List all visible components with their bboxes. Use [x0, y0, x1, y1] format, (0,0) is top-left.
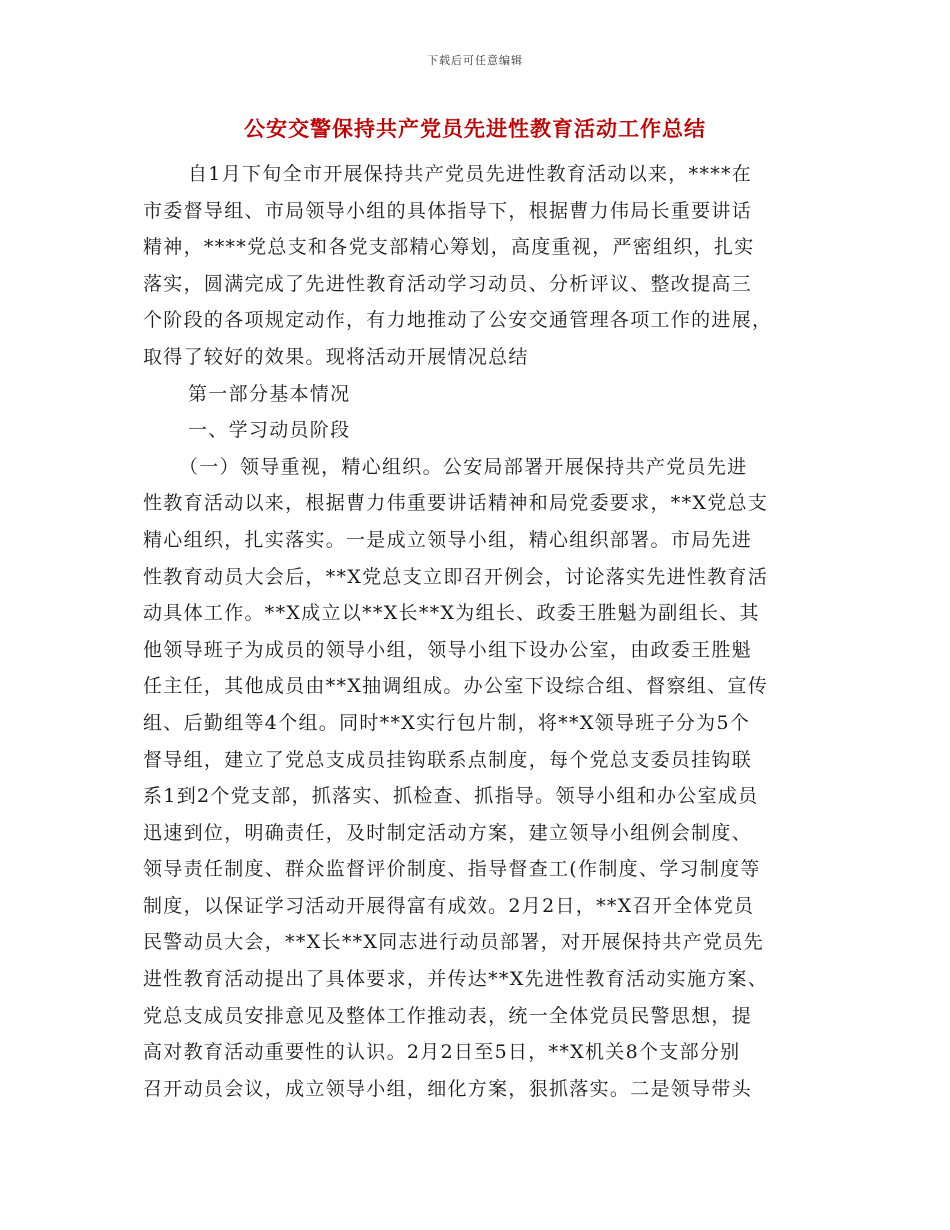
- paragraph-line: 进性教育活动提出了具体要求，并传达**X先进性教育活动实施方案、: [143, 968, 769, 991]
- paragraph-line: 迅速到位，明确责任，及时制定活动方案，建立领导小组例会制度、: [143, 821, 753, 844]
- paragraph-line: 他领导班子为成员的领导小组，领导小组下设办公室，由政委王胜魁: [143, 638, 753, 661]
- section-heading: 第一部分基本情况: [188, 382, 351, 405]
- paragraph-line: 自1月下旬全市开展保持共产党员先进性教育活动以来，****在: [188, 163, 753, 185]
- paragraph-line: 组、后勤组等4个组。同时**X实行包片制，将**X领导班子分为5个: [143, 711, 751, 734]
- subsection-heading: 一、学习动员阶段: [188, 419, 351, 442]
- paragraph-line: 召开动员会议，成立领导小组，细化方案，狠抓落实。二是领导带头: [143, 1077, 753, 1100]
- paragraph-line: 精神，****党总支和各党支部精心筹划，高度重视，严密组织，扎实: [143, 236, 755, 259]
- paragraph-line: 民警动员大会，**X长**X同志进行动员部署，对开展保持共产党员先: [143, 931, 764, 954]
- paragraph-line: 领导责任制度、群众监督评价制度、指导督查工(作制度、学习制度等: [143, 858, 761, 881]
- paragraph-line: 任主任，其他成员由**X抽调组成。办公室下设综合组、督察组、宣传: [143, 675, 769, 698]
- paragraph-line: 性教育活动以来，根据曹力伟重要讲话精神和局党委要求，**X党总支: [143, 492, 769, 515]
- document-body: [143, 156, 813, 1107]
- document-title: 公安交警保持共产党员先进性教育活动工作总结: [244, 117, 706, 141]
- paragraph-line: 落实，圆满完成了先进性教育活动学习动员、分析评议、整改提高三: [143, 272, 753, 295]
- header-note: 下载后可任意编辑: [427, 54, 523, 67]
- paragraph-line: 精心组织，扎实落实。一是成立领导小组，精心组织部署。市局先进: [143, 528, 753, 551]
- paragraph-line: （一）领导重视，精心组织。公安局部署开展保持共产党员先进: [179, 455, 748, 478]
- paragraph-line: 市委督导组、市局领导小组的具体指导下，根据曹力伟局长重要讲话: [143, 199, 753, 222]
- paragraph-line: 制度，以保证学习活动开展得富有成效。2月2日，**X召开全体党员: [143, 894, 755, 917]
- paragraph-line: 督导组，建立了党总支成员挂钩联系点制度，每个党总支委员挂钩联: [143, 748, 753, 771]
- paragraph-line: 取得了较好的效果。现将活动开展情况总结: [143, 345, 529, 368]
- paragraph-line: 系1到2个党支部，抓落实、抓检查、抓指导。领导小组和办公室成员: [143, 785, 759, 808]
- paragraph-line: 党总支成员安排意见及整体工作推动表，统一全体党员民警思想，提: [143, 1004, 753, 1027]
- paragraph-line: 个阶段的各项规定动作，有力地推动了公安交通管理各项工作的进展，: [143, 309, 773, 332]
- paragraph-line: 性教育动员大会后，**X党总支立即召开例会，讨论落实先进性教育活: [143, 565, 769, 588]
- paragraph-line: 动具体工作。**X成立以**X长**X为组长、政委王胜魁为副组长、其: [143, 602, 760, 625]
- paragraph-line: 高对教育活动重要性的认识。2月2日至5日，**X机关8个支部分别: [143, 1041, 741, 1064]
